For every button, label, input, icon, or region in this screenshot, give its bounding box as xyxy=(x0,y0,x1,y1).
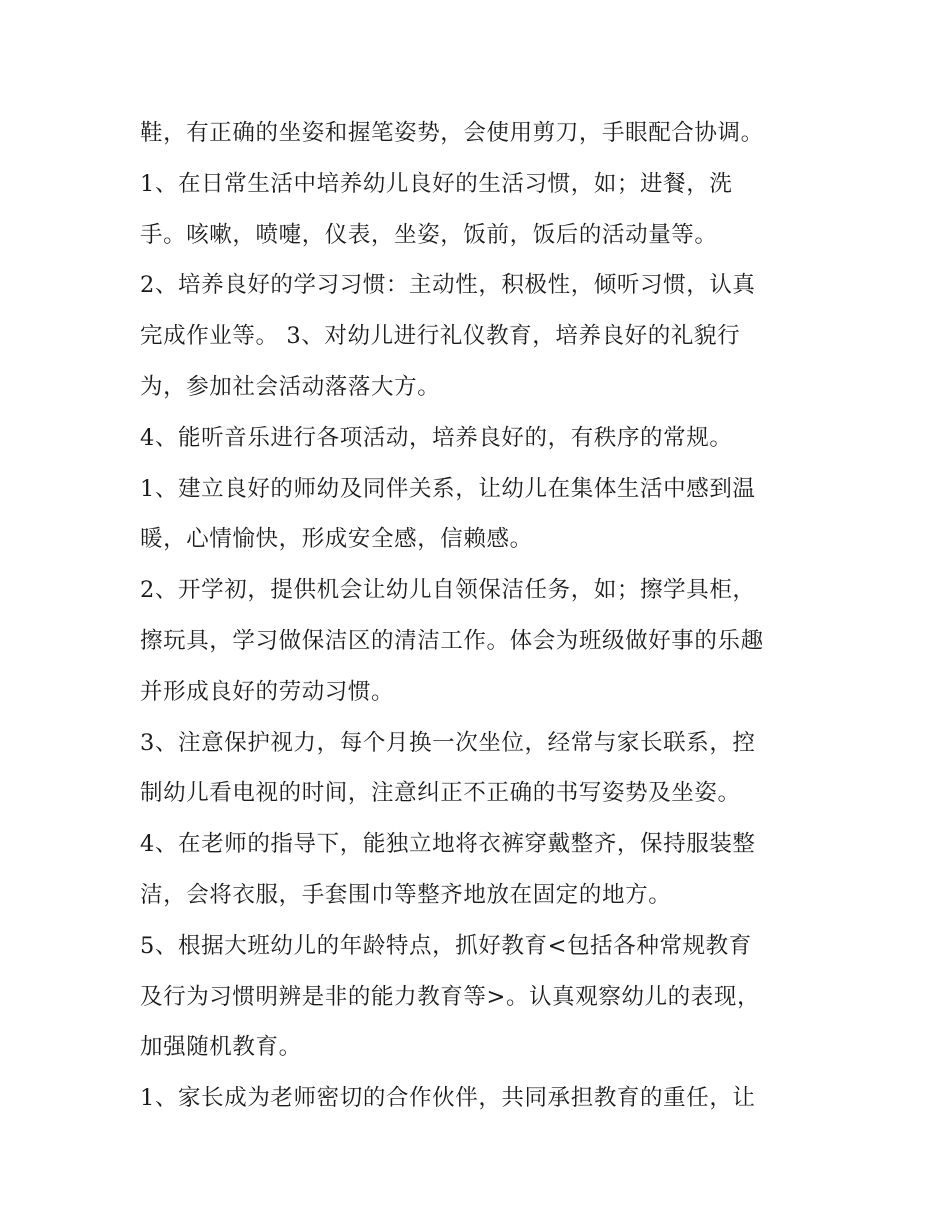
text-line: 制幼儿看电视的时间，注意纠正不正确的书写姿势及坐姿。 xyxy=(140,780,741,807)
text-line: 加强随机教育。 xyxy=(140,1034,302,1061)
text-line: 1、家长成为老师密切的合作伙伴，共同承担教育的重任，让 xyxy=(140,1085,756,1112)
text-line: 鞋，有正确的坐姿和握笔姿势，会使用剪刀，手眼配合协调。 xyxy=(140,120,764,146)
text-line: 完成作业等。 3、对幼儿进行礼仪教育，培养良好的礼貌行 xyxy=(140,323,741,350)
text-line: 手。咳嗽，喷嚏，仪表，坐姿，饭前，饭后的活动量等。 xyxy=(140,221,718,248)
text-line: 并形成良好的劳动习惯。 xyxy=(140,678,395,705)
text-line: 暖，心情愉快，形成安全感，信赖感。 xyxy=(140,526,533,553)
text-line: 1、建立良好的师幼及同伴关系，让幼儿在集体生活中感到温 xyxy=(140,475,756,502)
text-line: 1、在日常生活中培养幼儿良好的生活习惯，如；进餐，洗 xyxy=(140,170,733,197)
text-line: 4、在老师的指导下，能独立地将衣裤穿戴整齐，保持服装整 xyxy=(140,831,756,858)
text-line: 4、能听音乐进行各项活动，培养良好的，有秩序的常规。 xyxy=(140,424,733,451)
text-line: 洁，会将衣服，手套围巾等整齐地放在固定的地方。 xyxy=(140,881,672,908)
text-line: 3、注意保护视力，每个月换一次坐位，经常与家长联系，控 xyxy=(140,729,756,756)
text-line: 擦玩具，学习做保洁区的清洁工作。体会为班级做好事的乐趣 xyxy=(140,627,764,654)
text-line: 2、培养良好的学习习惯：主动性，积极性，倾听习惯，认真 xyxy=(140,272,756,299)
text-line: 5、根据大班幼儿的年龄特点，抓好教育<包括各种常规教育 xyxy=(140,932,752,959)
text-line: 2、开学初，提供机会让幼儿自领保洁任务，如；擦学具柜， xyxy=(140,577,756,604)
text-line: 为，参加社会活动落落大方。 xyxy=(140,373,441,400)
document-body xyxy=(140,108,820,1124)
text-line: 及行为习惯明辨是非的能力教育等>。认真观察幼儿的表现， xyxy=(140,983,761,1010)
